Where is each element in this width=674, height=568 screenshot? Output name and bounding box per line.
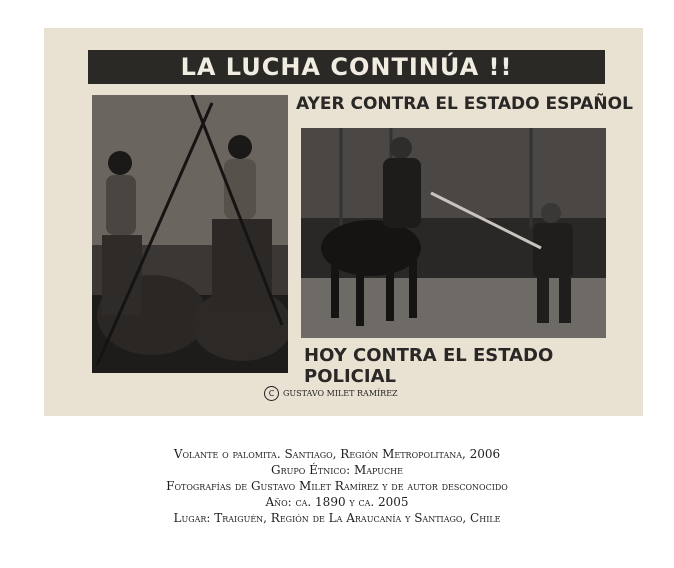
historic-photo-art — [92, 95, 288, 373]
flyer — [44, 28, 643, 416]
caption-yesterday: AYER CONTRA EL ESTADO ESPAÑOL — [296, 94, 633, 114]
headline: LA LUCHA CONTINÚA !! — [180, 53, 513, 81]
headline-banner — [88, 50, 605, 84]
caption-line: Año: ca. 1890 y ca. 2005 — [265, 495, 409, 509]
caption-line: Volante o palomita. Santiago, Región Metropolitana, 2006 — [173, 447, 501, 461]
historic-photo — [92, 95, 288, 373]
caption-today: HOY CONTRA EL ESTADO POLICIAL — [304, 345, 554, 387]
photo-credit — [264, 386, 398, 401]
description-caption — [0, 446, 674, 526]
copyright-icon: C — [264, 386, 279, 401]
photo-credit-text: GUSTAVO MILET RAMÍREZ — [283, 389, 398, 398]
caption-line: Grupo Étnico: Mapuche — [271, 463, 403, 477]
modern-photo — [301, 128, 606, 338]
caption-line: Fotografías de Gustavo Milet Ramírez y de autor desconocido — [166, 479, 508, 493]
modern-photo-art — [301, 128, 606, 338]
caption-line: Lugar: Traiguén, Región de La Araucanía y Santiago, Chile — [173, 511, 501, 525]
